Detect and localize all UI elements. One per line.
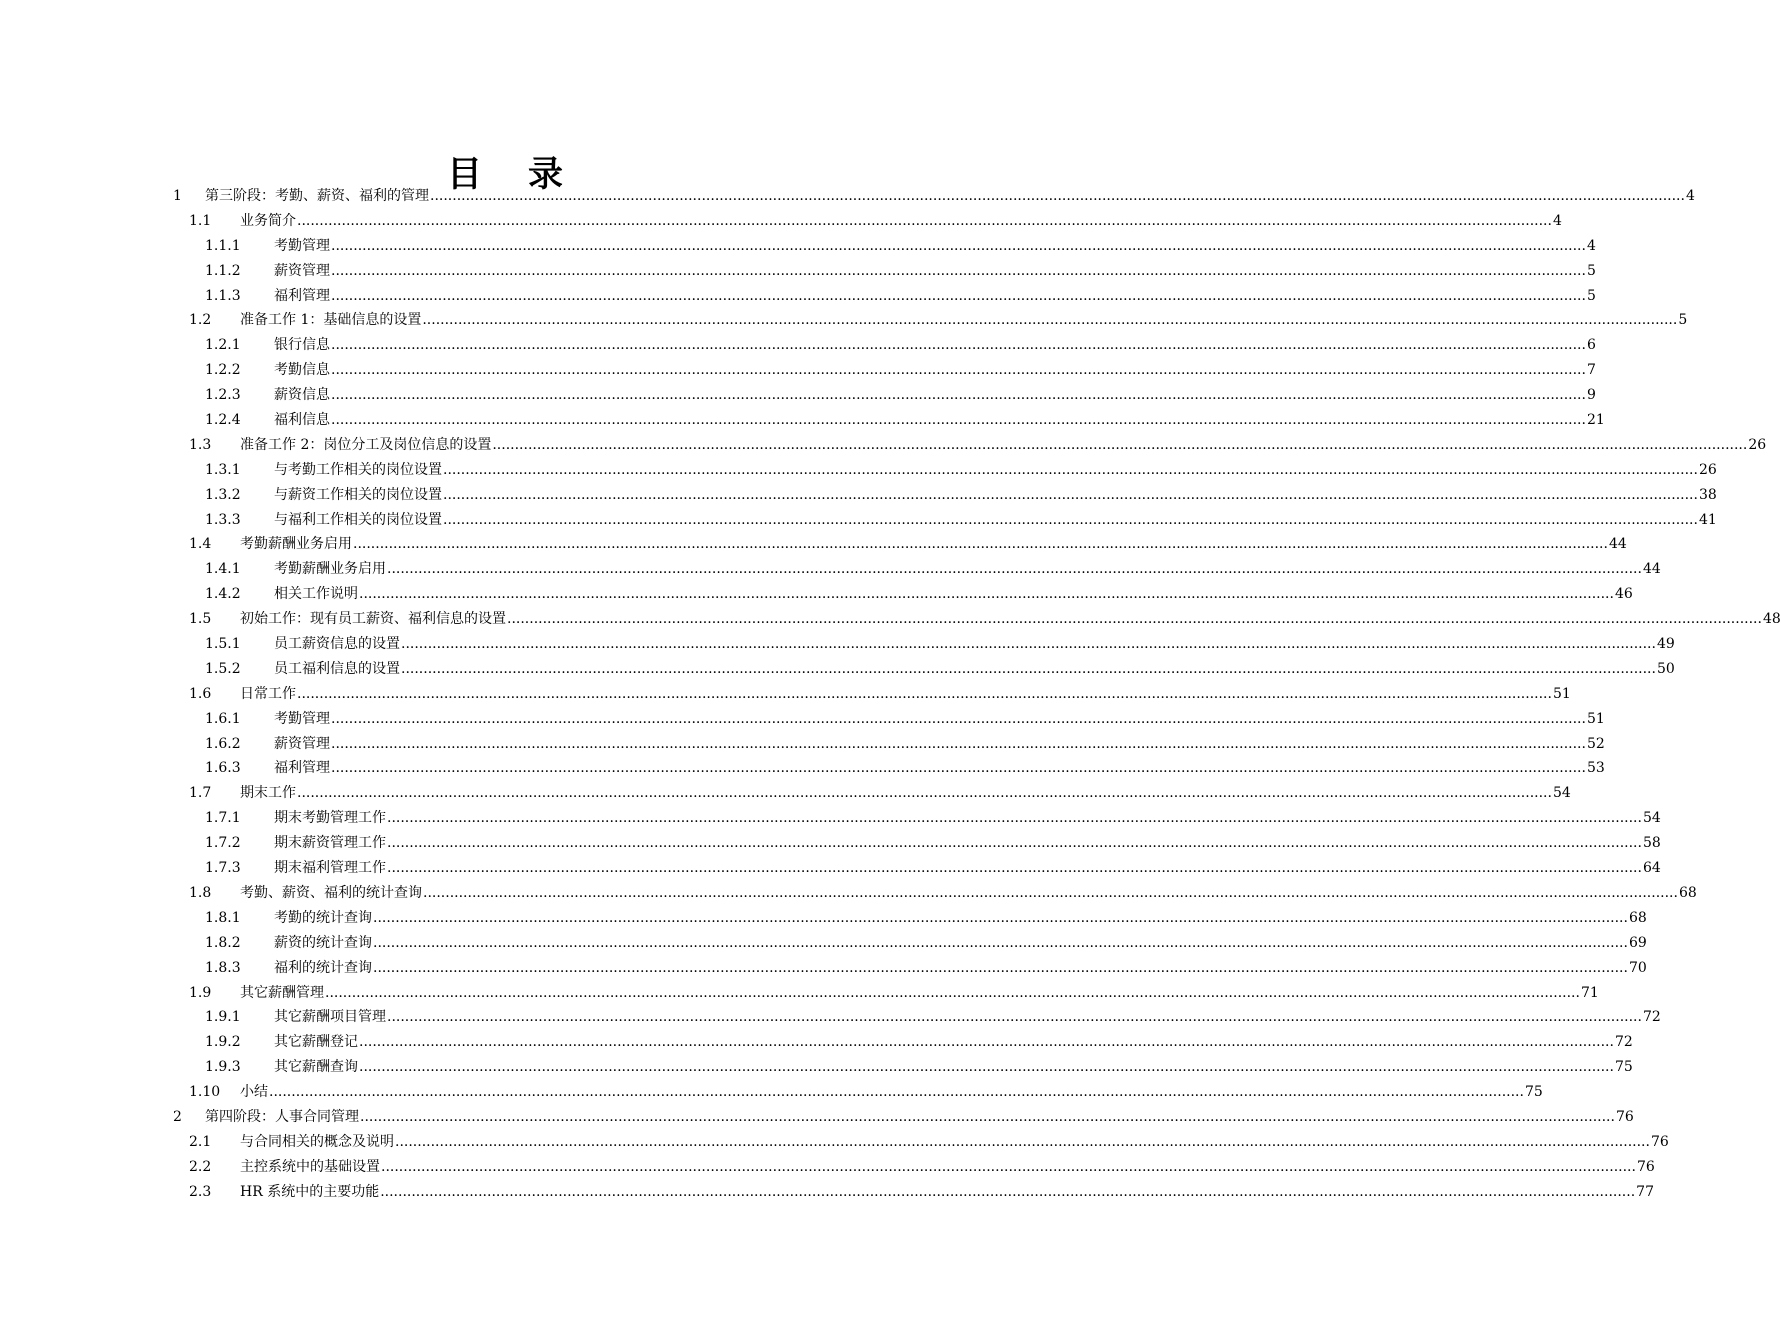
toc-entry-link[interactable] <box>274 806 1661 830</box>
toc-dot-leader: .......................................................................................................................................................................................................................................................................................... <box>381 1158 1636 1175</box>
toc-entry-1-1-2 <box>0 259 1596 284</box>
toc-entry-link[interactable] <box>274 582 1633 606</box>
toc-entry-1-10 <box>0 1080 1543 1105</box>
toc-entry-link[interactable] <box>240 308 1688 332</box>
toc-dot-leader: .......................................................................................................................................................................................................................................................................................... <box>331 362 1586 379</box>
toc-entry-link[interactable] <box>274 1030 1633 1054</box>
toc-entry-link[interactable] <box>240 1080 1543 1104</box>
toc-entry-1-6-3 <box>0 756 1605 781</box>
toc-entry-title: 考勤的统计查询 <box>274 909 372 926</box>
toc-entry-link[interactable] <box>274 408 1605 432</box>
toc-entry-1-4-1 <box>0 557 1661 582</box>
toc-entry-number: 1.3.3 <box>205 511 241 528</box>
toc-entry-page: 51 <box>1586 710 1605 727</box>
toc-entry-number: 1.1 <box>189 212 212 229</box>
toc-entry-page: 72 <box>1642 1009 1661 1026</box>
toc-entry-page: 69 <box>1628 934 1647 951</box>
toc-entry-2-2 <box>0 1155 1655 1180</box>
toc-entry-link[interactable] <box>274 906 1647 930</box>
toc-entry-1-5-2 <box>0 657 1675 682</box>
toc-dot-leader: .......................................................................................................................................................................................................................................................................................... <box>387 1009 1642 1026</box>
toc-entry-1-8-3 <box>0 956 1647 981</box>
toc-dot-leader: .......................................................................................................................................................................................................................................................................................... <box>373 909 1628 926</box>
toc-entry-page: 46 <box>1614 586 1633 603</box>
toc-dot-leader: .......................................................................................................................................................................................................................................................................................... <box>401 660 1656 677</box>
toc-entry-number: 1.7 <box>189 785 212 802</box>
toc-entry-link[interactable] <box>274 756 1605 780</box>
toc-entry-title: 考勤信息 <box>274 362 330 379</box>
toc-entry-link[interactable] <box>274 1055 1633 1079</box>
toc-entry-number: 1.8.1 <box>205 909 241 926</box>
toc-entry-link[interactable] <box>240 682 1571 706</box>
toc-entry-1-8-2 <box>0 931 1647 956</box>
toc-entry-link[interactable] <box>274 557 1661 581</box>
toc-entry-link[interactable] <box>240 607 1781 631</box>
toc-entry-number: 1.6.3 <box>205 760 241 777</box>
toc-entry-title: 准备工作 1：基础信息的设置 <box>240 312 422 329</box>
toc-entry-number: 2.1 <box>189 1133 212 1150</box>
toc-entry-1-7-2 <box>0 831 1661 856</box>
toc-entry-link[interactable] <box>274 458 1717 482</box>
toc-entry-1-7 <box>0 781 1571 806</box>
toc-entry-1 <box>0 184 1695 209</box>
toc-entry-link[interactable] <box>274 333 1596 357</box>
toc-entry-number: 1.7.2 <box>205 835 241 852</box>
toc-dot-leader: .......................................................................................................................................................................................................................................................................................... <box>373 959 1628 976</box>
toc-entry-number: 1.7.1 <box>205 810 241 827</box>
toc-entry-link[interactable] <box>240 781 1571 805</box>
toc-dot-leader: .......................................................................................................................................................................................................................................................................................... <box>325 984 1580 1001</box>
toc-dot-leader: .......................................................................................................................................................................................................................................................................................... <box>331 760 1586 777</box>
toc-dot-leader: .......................................................................................................................................................................................................................................................................................... <box>507 611 1762 628</box>
toc-entry-title: 相关工作说明 <box>274 586 358 603</box>
toc-entry-number: 1.1.1 <box>205 237 241 254</box>
toc-dot-leader: .......................................................................................................................................................................................................................................................................................... <box>443 486 1698 503</box>
toc-entry-number: 2.2 <box>189 1158 212 1175</box>
toc-dot-leader: .......................................................................................................................................................................................................................................................................................... <box>353 536 1608 553</box>
toc-entry-1-7-3 <box>0 856 1661 881</box>
toc-entry-page: 51 <box>1552 685 1571 702</box>
toc-entry-title: 与福利工作相关的岗位设置 <box>274 511 442 528</box>
toc-entry-number: 1.9 <box>189 984 212 1001</box>
toc-dot-leader: .......................................................................................................................................................................................................................................................................................... <box>331 237 1586 254</box>
toc-entry-title: 第三阶段：考勤、薪资、福利的管理 <box>205 188 429 204</box>
toc-entry-title: 期末工作 <box>240 785 296 802</box>
toc-entry-page: 75 <box>1614 1059 1633 1076</box>
toc-list <box>0 184 1781 1205</box>
toc-entry-number: 1.4.2 <box>205 586 241 603</box>
toc-entry-number: 1.7.3 <box>205 860 241 877</box>
toc-entry-1-3-3 <box>0 508 1717 533</box>
toc-entry-link[interactable] <box>274 383 1596 407</box>
toc-entry-1-2-2 <box>0 358 1596 383</box>
toc-entry-number: 1.2.2 <box>205 362 241 379</box>
toc-entry-page: 68 <box>1628 909 1647 926</box>
toc-dot-leader: .......................................................................................................................................................................................................................................................................................... <box>360 1108 1615 1125</box>
toc-entry-number: 1.4.1 <box>205 561 241 578</box>
toc-entry-1-6-1 <box>0 707 1605 732</box>
toc-entry-number: 1.1.2 <box>205 262 241 279</box>
toc-entry-title: 福利管理 <box>274 287 330 304</box>
toc-entry-page: 76 <box>1615 1108 1634 1125</box>
toc-dot-leader: .......................................................................................................................................................................................................................................................................................... <box>423 884 1678 901</box>
toc-entry-page: 77 <box>1636 1183 1654 1200</box>
toc-entry-title: 员工薪资信息的设置 <box>274 636 400 653</box>
toc-entry-number: 1.9.2 <box>205 1034 241 1051</box>
toc-entry-page: 68 <box>1678 884 1697 901</box>
toc-entry-number: 1.4 <box>189 536 212 553</box>
toc-entry-title: 员工福利信息的设置 <box>274 660 400 677</box>
toc-entry-title: 其它薪酬查询 <box>274 1059 358 1076</box>
toc-entry-link[interactable] <box>274 657 1675 681</box>
toc-entry-page: 38 <box>1698 486 1717 503</box>
toc-entry-number: 1.5.2 <box>205 660 241 677</box>
toc-entry-page: 70 <box>1628 959 1647 976</box>
toc-entry-link[interactable] <box>274 732 1605 756</box>
toc-entry-link[interactable] <box>274 234 1596 258</box>
toc-entry-title: HR 系统中的主要功能 <box>240 1183 380 1200</box>
toc-dot-leader: .......................................................................................................................................................................................................................................................................................... <box>331 262 1586 279</box>
toc-entry-link[interactable] <box>274 931 1647 955</box>
toc-entry-link[interactable] <box>274 707 1605 731</box>
toc-dot-leader: .......................................................................................................................................................................................................................................................................................... <box>359 1059 1614 1076</box>
toc-entry-2-1 <box>0 1130 1669 1155</box>
toc-entry-link[interactable] <box>274 856 1661 880</box>
toc-entry-link[interactable] <box>274 358 1596 382</box>
toc-entry-title: 薪资管理 <box>274 262 330 279</box>
toc-entry-1-2-1 <box>0 333 1596 358</box>
toc-dot-leader: .......................................................................................................................................................................................................................................................................................... <box>387 810 1642 827</box>
toc-dot-leader: .......................................................................................................................................................................................................................................................................................... <box>430 188 1685 204</box>
toc-entry-number: 1.10 <box>189 1084 221 1101</box>
toc-entry-title: 第四阶段：人事合同管理 <box>205 1108 359 1125</box>
toc-dot-leader: .......................................................................................................................................................................................................................................................................................... <box>422 312 1678 329</box>
toc-dot-leader: .......................................................................................................................................................................................................................................................................................... <box>395 1133 1650 1150</box>
toc-entry-page: 21 <box>1586 412 1605 429</box>
toc-entry-link[interactable] <box>240 1155 1655 1179</box>
toc-entry-number: 1 <box>173 188 182 204</box>
toc-dot-leader: .......................................................................................................................................................................................................................................................................................... <box>443 511 1698 528</box>
toc-entry-1-1-3 <box>0 284 1596 309</box>
toc-dot-leader: .......................................................................................................................................................................................................................................................................................... <box>359 586 1614 603</box>
toc-entry-page: 76 <box>1650 1133 1669 1150</box>
toc-entry-number: 1.2 <box>189 312 212 329</box>
toc-dot-leader: .......................................................................................................................................................................................................................................................................................... <box>380 1183 1636 1200</box>
toc-entry-link[interactable] <box>240 981 1599 1005</box>
toc-dot-leader: .......................................................................................................................................................................................................................................................................................... <box>401 636 1656 653</box>
toc-entry-page: 9 <box>1586 387 1596 404</box>
toc-entry-link[interactable] <box>240 1180 1654 1204</box>
toc-entry-number: 1.2.4 <box>205 412 241 429</box>
toc-entry-page: 44 <box>1642 561 1661 578</box>
toc-entry-page: 6 <box>1586 337 1596 354</box>
toc-entry-link[interactable] <box>274 831 1661 855</box>
toc-entry-page: 5 <box>1586 262 1596 279</box>
toc-entry-title: 主控系统中的基础设置 <box>240 1158 380 1175</box>
toc-entry-title: 考勤薪酬业务启用 <box>274 561 386 578</box>
toc-entry-link[interactable] <box>240 433 1767 457</box>
toc-dot-leader: .......................................................................................................................................................................................................................................................................................... <box>297 212 1552 229</box>
toc-entry-1-9-2 <box>0 1030 1633 1055</box>
toc-entry-page: 7 <box>1586 362 1596 379</box>
toc-entry-number: 1.3 <box>189 436 212 453</box>
toc-entry-number: 1.5.1 <box>205 636 241 653</box>
toc-entry-page: 44 <box>1608 536 1627 553</box>
toc-entry-2-3 <box>0 1180 1654 1205</box>
toc-entry-title: 日常工作 <box>240 685 296 702</box>
toc-entry-page: 49 <box>1656 636 1675 653</box>
toc-dot-leader: .......................................................................................................................................................................................................................................................................................... <box>492 436 1748 453</box>
toc-entry-link[interactable] <box>274 632 1675 656</box>
toc-entry-link[interactable] <box>274 284 1596 308</box>
toc-dot-leader: .......................................................................................................................................................................................................................................................................................... <box>331 337 1586 354</box>
toc-entry-title: 福利信息 <box>274 412 330 429</box>
toc-entry-title: 与考勤工作相关的岗位设置 <box>274 461 442 478</box>
toc-entry-page: 4 <box>1586 237 1596 254</box>
toc-entry-title: 考勤管理 <box>274 237 330 254</box>
toc-entry-title: 期末福利管理工作 <box>274 860 386 877</box>
toc-entry-number: 1.6 <box>189 685 212 702</box>
toc-entry-title: 期末考勤管理工作 <box>274 810 386 827</box>
toc-entry-title: 期末薪资管理工作 <box>274 835 386 852</box>
toc-entry-number: 1.6.1 <box>205 710 241 727</box>
toc-entry-number: 1.9.3 <box>205 1059 241 1076</box>
toc-entry-number: 1.8.2 <box>205 934 241 951</box>
toc-entry-number: 1.3.2 <box>205 486 241 503</box>
toc-entry-title: 银行信息 <box>274 337 330 354</box>
toc-dot-leader: .......................................................................................................................................................................................................................................................................................... <box>297 785 1552 802</box>
toc-dot-leader: .......................................................................................................................................................................................................................................................................................... <box>387 835 1642 852</box>
toc-entry-number: 1.3.1 <box>205 461 241 478</box>
toc-dot-leader: .......................................................................................................................................................................................................................................................................................... <box>331 735 1586 752</box>
toc-entry-page: 76 <box>1636 1158 1655 1175</box>
toc-entry-1-9 <box>0 981 1599 1006</box>
toc-entry-title: 小结 <box>240 1084 268 1101</box>
toc-entry-title: 准备工作 2：岗位分工及岗位信息的设置 <box>240 436 492 453</box>
toc-entry-1-6 <box>0 682 1571 707</box>
toc-entry-title: 与合同相关的概念及说明 <box>240 1133 394 1150</box>
toc-entry-number: 1.1.3 <box>205 287 241 304</box>
toc-entry-1-8 <box>0 881 1697 906</box>
toc-entry-page: 64 <box>1642 860 1661 877</box>
toc-entry-title: 其它薪酬登记 <box>274 1034 358 1051</box>
toc-entry-link[interactable] <box>274 483 1717 507</box>
toc-entry-1-2 <box>0 308 1688 333</box>
toc-entry-page: 4 <box>1685 188 1695 204</box>
toc-entry-link[interactable] <box>240 881 1697 905</box>
toc-entry-link[interactable] <box>274 259 1596 283</box>
toc-entry-title: 业务简介 <box>240 212 296 229</box>
toc-entry-1-2-3 <box>0 383 1596 408</box>
toc-entry-title: 考勤管理 <box>274 710 330 727</box>
toc-entry-title: 薪资信息 <box>274 387 330 404</box>
toc-entry-page: 48 <box>1762 611 1781 628</box>
toc-entry-2 <box>0 1105 1634 1130</box>
toc-dot-leader: .......................................................................................................................................................................................................................................................................................... <box>443 461 1698 478</box>
toc-entry-title: 福利的统计查询 <box>274 959 372 976</box>
toc-entry-page: 52 <box>1586 735 1605 752</box>
toc-entry-link[interactable] <box>240 1130 1669 1154</box>
toc-dot-leader: .......................................................................................................................................................................................................................................................................................... <box>387 860 1642 877</box>
toc-entry-page: 5 <box>1678 312 1688 329</box>
toc-entry-page: 5 <box>1586 287 1596 304</box>
toc-dot-leader: .......................................................................................................................................................................................................................................................................................... <box>331 387 1586 404</box>
toc-entry-page: 54 <box>1552 785 1571 802</box>
toc-entry-number: 1.9.1 <box>205 1009 241 1026</box>
toc-entry-1-6-2 <box>0 732 1605 757</box>
toc-entry-title: 与薪资工作相关的岗位设置 <box>274 486 442 503</box>
toc-entry-title: 考勤、薪资、福利的统计查询 <box>240 884 422 901</box>
toc-entry-title: 初始工作：现有员工薪资、福利信息的设置 <box>240 611 506 628</box>
toc-entry-link[interactable] <box>274 508 1717 532</box>
toc-entry-number: 1.8.3 <box>205 959 241 976</box>
toc-entry-1-1 <box>0 209 1562 234</box>
toc-dot-leader: .......................................................................................................................................................................................................................................................................................... <box>269 1084 1524 1101</box>
toc-dot-leader: .......................................................................................................................................................................................................................................................................................... <box>331 710 1586 727</box>
toc-entry-1-8-1 <box>0 906 1647 931</box>
toc-entry-page: 71 <box>1580 984 1599 1001</box>
toc-title: 目录 <box>446 155 609 196</box>
toc-entry-number: 2 <box>173 1108 182 1125</box>
toc-entry-1-4 <box>0 532 1627 557</box>
toc-entry-number: 1.8 <box>189 884 212 901</box>
toc-entry-number: 2.3 <box>189 1183 212 1200</box>
toc-dot-leader: .......................................................................................................................................................................................................................................................................................... <box>373 934 1628 951</box>
toc-entry-number: 1.2.1 <box>205 337 241 354</box>
toc-entry-title: 薪资的统计查询 <box>274 934 372 951</box>
toc-entry-page: 58 <box>1642 835 1661 852</box>
toc-entry-number: 1.6.2 <box>205 735 241 752</box>
toc-dot-leader: .......................................................................................................................................................................................................................................................................................... <box>297 685 1552 702</box>
toc-entry-page: 75 <box>1524 1084 1543 1101</box>
toc-entry-title: 其它薪酬管理 <box>240 984 324 1001</box>
toc-entry-1-5-1 <box>0 632 1675 657</box>
toc-entry-link[interactable] <box>274 1005 1661 1029</box>
toc-dot-leader: .......................................................................................................................................................................................................................................................................................... <box>387 561 1642 578</box>
toc-entry-link[interactable] <box>274 956 1647 980</box>
toc-entry-page: 50 <box>1656 660 1675 677</box>
toc-entry-link[interactable] <box>205 184 1695 208</box>
toc-entry-title: 福利管理 <box>274 760 330 777</box>
toc-entry-title: 考勤薪酬业务启用 <box>240 536 352 553</box>
toc-entry-1-3-1 <box>0 458 1717 483</box>
toc-entry-link[interactable] <box>240 209 1562 233</box>
toc-entry-page: 26 <box>1698 461 1717 478</box>
toc-entry-number: 1.5 <box>189 611 212 628</box>
toc-entry-1-9-3 <box>0 1055 1633 1080</box>
toc-dot-leader: .......................................................................................................................................................................................................................................................................................... <box>331 287 1586 304</box>
toc-entry-page: 26 <box>1748 436 1767 453</box>
toc-entry-1-9-1 <box>0 1005 1661 1030</box>
toc-entry-1-5 <box>0 607 1781 632</box>
toc-entry-page: 72 <box>1614 1034 1633 1051</box>
toc-entry-1-4-2 <box>0 582 1633 607</box>
toc-entry-1-2-4 <box>0 408 1605 433</box>
toc-entry-1-1-1 <box>0 234 1596 259</box>
toc-entry-1-3-2 <box>0 483 1717 508</box>
toc-entry-number: 1.2.3 <box>205 387 241 404</box>
toc-entry-page: 41 <box>1698 511 1717 528</box>
toc-entry-link[interactable] <box>205 1105 1634 1129</box>
toc-entry-page: 4 <box>1552 212 1562 229</box>
toc-entry-1-7-1 <box>0 806 1661 831</box>
toc-dot-leader: .......................................................................................................................................................................................................................................................................................... <box>359 1034 1614 1051</box>
toc-entry-link[interactable] <box>240 532 1627 556</box>
toc-entry-page: 54 <box>1642 810 1661 827</box>
toc-dot-leader: .......................................................................................................................................................................................................................................................................................... <box>331 412 1586 429</box>
toc-entry-page: 53 <box>1586 760 1605 777</box>
toc-entry-title: 薪资管理 <box>274 735 330 752</box>
toc-entry-title: 其它薪酬项目管理 <box>274 1009 386 1026</box>
toc-entry-1-3 <box>0 433 1767 458</box>
